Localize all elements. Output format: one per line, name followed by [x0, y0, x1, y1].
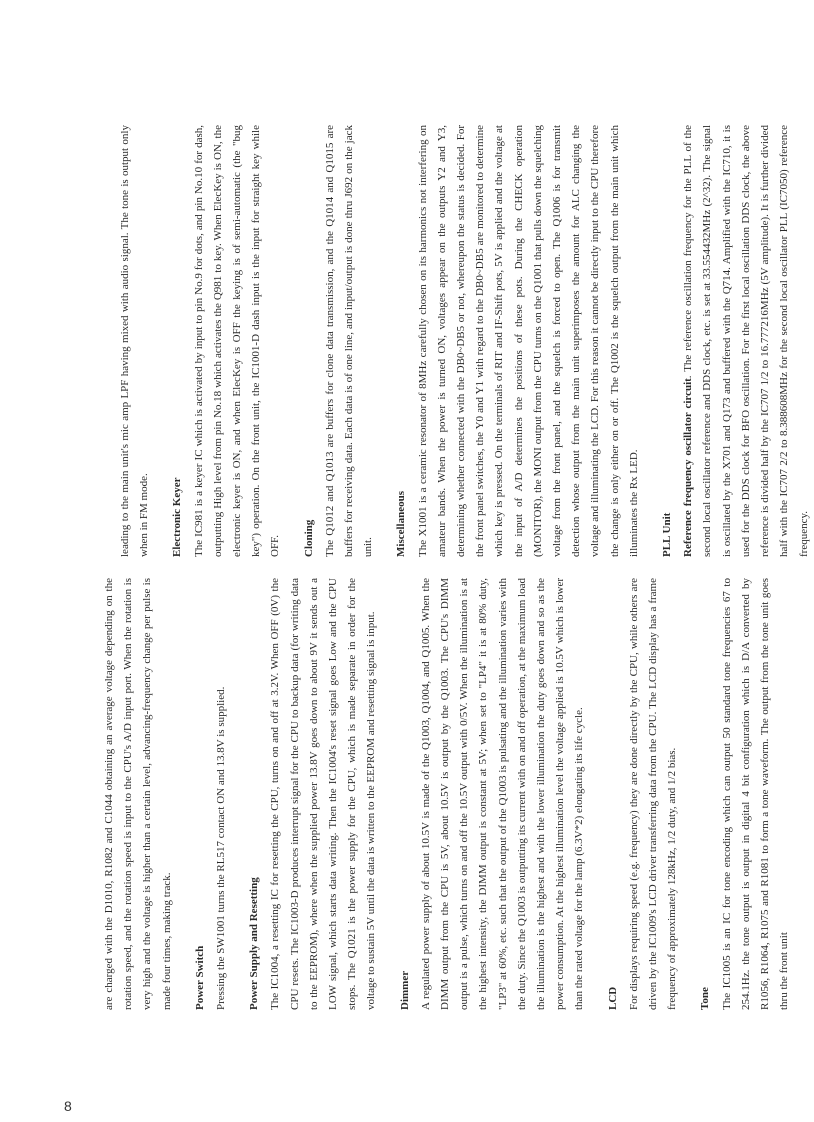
miscellaneous-text: The X1001 is a ceramic resonator of 8MHz carefully chosen on its harmonics not interfering on amateur bands. When the power is turned ON, voltages appear on the outputs Y2 and Y3, determining whether connected with the DB0~DB5 or not, whereupon the status is decided. For the front panel switches, the Y0 and Y1 with regard to the DB0~DB5 are monitored to determine which key is pressed. On the terminals of RIT and IF-Shift pots, 5V is applied and the voltage at the input of A/D determines the positions of these pots. During the CHECK operation (MONITOR), the MONI output from the CPU turns on the Q1001 that pulls down the squelching voltage from the front panel, and the squelch is forced to open. The Q1006 is for transmit detection whose output from the main unit superimposes the amount for ALC changing the voltage and illuminating the LCD. For this reason it cannot be directly input to the CPU therefore the change is only either on or off. The Q1002 is the squelch output from the main unit which illuminates the Rx LED.	[416, 125, 640, 557]
tone-section	[696, 578, 794, 1010]
power-supply-heading: Power Supply and Resetting	[248, 877, 261, 1010]
lcd-heading: LCD	[606, 986, 619, 1010]
dimmer-heading: Dimmer	[398, 970, 411, 1010]
left-column	[100, 578, 791, 1010]
pll-unit-section	[658, 125, 814, 557]
power-supply-text: The IC1004, a resetting IC for resetting the CPU, turns on and off at 3.2V. When OFF (0V) the CPU resets. The IC1003-D produces interrupt signal for the CPU to backup data (for writing data to the EEPROM), where when the supplied power 13.8V goes down to about 9V it sends out a LOW signal, which starts data writing. Then the IC1004's reset signal goes Low and the CPU stops. The Q1021 is the power supply for the CPU, which is made separate in order for the voltage to sustain 5V until the data is written to the EEPROM and resetting signal is input.	[269, 578, 378, 1010]
power-supply-section	[245, 578, 381, 1010]
miscellaneous-section	[392, 125, 644, 557]
power-switch-text: Pressing the SW1001 turns the RL517 contact ON and 13.8V is supplied.	[215, 686, 228, 1010]
tone-heading: Tone	[699, 987, 712, 1010]
pll-unit-text: . The reference oscillation frequency for the PLL of the second local oscillator reference and DDS clock, etc. is set at 33.554432MHz (2^32). The signal is oscillated by the X701 and Q173 and buffered with the Q714. Amplified with the IC710, it is used for the DDS clock for BFO oscillation. For the first local oscillation DDS clock, the above reference is divided half by the IC707 1/2 to 16.777216MHz (5V amplitude). It is further divided half with the IC707 2/2 to 8.388608MHz for the second local oscillator PLL (IC7050) reference frequency.	[682, 125, 810, 557]
lcd-section	[604, 578, 683, 1010]
pll-unit-heading: PLL Unit	[661, 512, 674, 557]
lcd-text: For displays requiring speed (e.g. frequency) they are done directly by the CPU, while others are driven by the IC1009's LCD driver transferring data from the CPU. The LCD display has a frame frequency of approximately 128kHz, 1/2 duty, and 1/2 bias.	[627, 578, 679, 1010]
miscellaneous-heading: Miscellaneous	[395, 491, 408, 557]
right-column	[116, 125, 810, 557]
dimmer-text: A regulated power supply of about 10.5V is made of the Q1003, Q1004, and Q1005. When the DIMM output from the CPU is 5V, about 10.5V is output by the Q1003. The CPU's DIMM output is a pulse, which turns on and off the 10.5V output with 0/5V. When the illumination is at the highest intensity, the DIMM output is constant at 5V; when set to "LP4" it is at 80% duty, "LP3" at 60%, etc. such that the output of the Q1003 is pulsating and the illumination varies with the duty. Since the Q1003 is outputting its current with on and off operation, at the maximum load the illumination is the highest and with the lower illumination the duty goes down and so as the power consumption. At the highest illumination level the voltage applied is 10.5V which is lower than the rated voltage for the lamp (6.3V*2) elongating its life cycle.	[419, 578, 586, 1010]
cloning-section	[300, 125, 379, 557]
left-intro-text: are charged with the D1010, R1082 and C1044 obtaining an average voltage depending on the rotation speed, and the rotation speed is input to the CPU's A/D input port. When the rotation is very high and the voltage is higher than a certain level, advancing-frequency change per pulse is made four times, making track.	[103, 578, 173, 1010]
power-switch-heading: Power Switch	[193, 945, 206, 1010]
left-intro-section	[100, 578, 177, 1010]
right-intro-text: leading to the main unit's mic amp LPF having mixed with audio signal. The tone is output only when in FM mode.	[119, 125, 151, 557]
right-intro-section	[116, 125, 154, 557]
cloning-heading: Cloning	[302, 519, 315, 557]
dimmer-section	[396, 578, 590, 1010]
page-number: 8	[64, 1098, 72, 1114]
tone-text: The IC1005 is an IC for tone encoding which can output 50 standard tone frequencies 67 to 254.1Hz. the tone output is output in digital 4 bit configuration which is D/A converted by R1056, R1064, R1075 and R1081 to form a tone waveform. The output from the tone unit goes thru the front unit	[720, 578, 791, 1010]
pll-unit-paragraph	[679, 125, 813, 557]
electronic-keyer-section	[168, 125, 285, 557]
power-switch-section	[191, 578, 231, 1010]
electronic-keyer-text: The IC981 is a keyer IC which is activated by input to pin No.9 for dots, and pin No.10 for dash, outputting High level from pin No.18 which activates the Q981 to key. When ElecKey is ON, the electronic keyer is ON, and when ElecKey is OFF the keying is of semi-automatic (the "bug key") operation. On the front unit, the IC1001-D dash input is the input for straight key while OFF.	[192, 125, 282, 557]
pll-unit-lead: Reference frequency oscillator circuit	[682, 378, 695, 557]
electronic-keyer-heading: Electronic Keyer	[171, 477, 184, 557]
cloning-text: The Q1012 and Q1013 are buffers for clone data transmission, and the Q1014 and Q1015 are buffers for receiving data. Each data is of one line, and input/output is done thru J692 on the jack unit.	[323, 125, 375, 557]
